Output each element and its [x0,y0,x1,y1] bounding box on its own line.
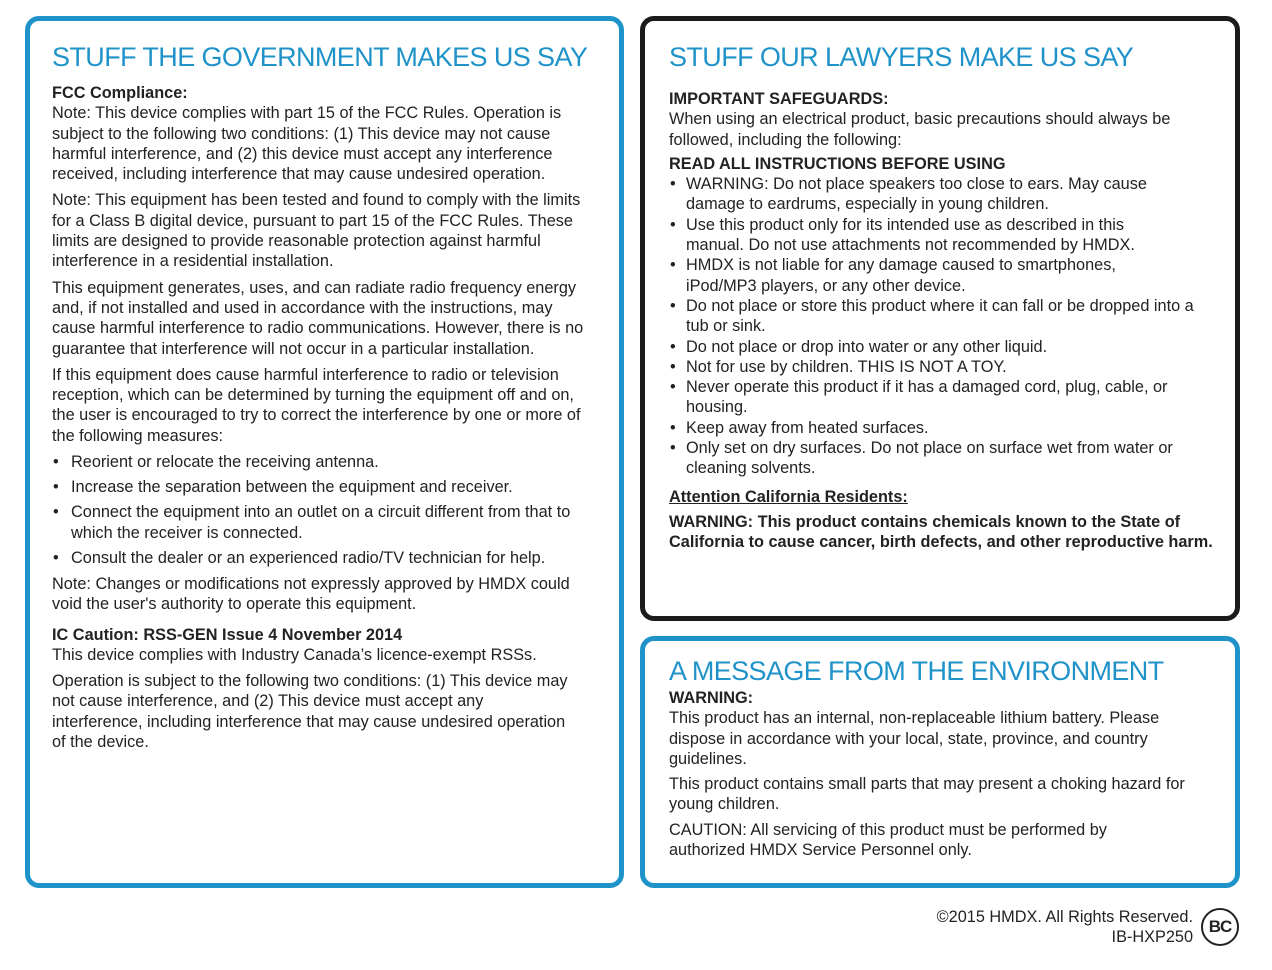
list-item: • Do not place or store this product where it can fall or be dropped into a tub or sink. [669,296,1211,337]
fcc-paragraph: Note: This equipment has been tested and found to comply with the limits for a Class B digital device, pursuant to part 15 of the FCC Rules. These limits are designed to provide reasonable protection against harmful interference in a residential installation. [52,191,581,271]
ic-paragraph: Operation is subject to the following two conditions: (1) This device may not cause interference, and (2) This device must accept any interference, including interference that may cause undesired operation of the device. [52,672,568,751]
environment-paragraph: CAUTION: All servicing of this product must be performed by authorized HMDX Service Personnel only. [669,820,1107,860]
list-item: • WARNING: Do not place speakers too close to ears. May cause damage to eardrums, especially in young children. [669,174,1186,215]
read-instructions-heading: READ ALL INSTRUCTIONS BEFORE USING [669,154,1006,173]
fcc-paragraph: Note: This device complies with part 15 of the FCC Rules. Operation is subject to the following two conditions: (1) This device may not cause harmful interference, and (2) this device must accept any interference received, including interference that may cause undesired operation. [52,104,562,184]
list-item: • Only set on dry surfaces. Do not place on surface wet from water or cleaning solvents. [669,438,1231,479]
environment-panel [640,636,1240,888]
copyright-text: ©2015 HMDX. All Rights Reserved. [936,908,1193,926]
bc-logo: BC [1201,908,1239,946]
list-item: • Never operate this product if it has a damaged cord, plug, cable, or housing. [669,377,1201,418]
list-item: • Not for use by children. THIS IS NOT A TOY. [669,357,1217,377]
model-number: IB-HXP250 [1111,928,1193,946]
lawyers-title: STUFF OUR LAWYERS MAKE US SAY [669,42,1134,72]
government-title: STUFF THE GOVERNMENT MAKES US SAY [52,42,588,72]
environment-warning-heading: WARNING: [669,689,754,707]
footer [937,907,1193,947]
modifications-note: Note: Changes or modifications not expressly approved by HMDX could void the user's authority to operate this equipment. [52,574,570,614]
list-item: • Use this product only for its intended use as described in this manual. Do not use attachments not recommended by HMDX. [669,215,1174,256]
list-item: • Keep away from heated surfaces. [669,418,1217,438]
safeguards-intro: When using an electrical product, basic precautions should always be followed, including the following: [669,110,1171,149]
environment-paragraph: This product contains small parts that may present a choking hazard for young children. [669,775,1185,814]
fcc-paragraph: If this equipment does cause harmful interference to radio or television reception, which can be determined by turning the equipment off and on, the user is encouraged to try to correct the interference by one or more of the following measures: [52,365,581,445]
california-heading: Attention California Residents: [669,487,908,506]
list-item: • Reorient or relocate the receiving antenna. [52,452,600,472]
safeguards-list [669,174,1217,478]
lawyers-panel [640,16,1240,621]
environment-paragraph: This product has an internal, non-replaceable lithium battery. Please dispose in accordance with your local, state, province, and country guidelines. [669,709,1160,768]
list-item: • Consult the dealer or an experienced radio/TV technician for help. [52,548,600,568]
environment-title: A MESSAGE FROM THE ENVIRONMENT [669,656,1164,686]
measures-list [52,452,600,568]
ic-paragraph: This device complies with Industry Canada’s licence-exempt RSSs. [52,645,537,664]
california-warning: WARNING: This product contains chemicals known to the State of California to cause cancer, birth defects, and other reproductive harm. [669,512,1213,552]
fcc-heading: FCC Compliance: [52,84,188,102]
ic-heading: IC Caution: RSS-GEN Issue 4 November 2014 [52,625,403,644]
list-item: • Increase the separation between the equipment and receiver. [52,477,600,497]
fcc-paragraph: This equipment generates, uses, and can radiate radio frequency energy and, if not installed and used in accordance with the instructions, may cause harmful interference to radio communications. However, there is no guarantee that interference will not occur in a particular installation. [52,278,584,358]
safeguards-heading: IMPORTANT SAFEGUARDS: [669,90,889,108]
government-panel [25,16,624,888]
list-item: • Do not place or drop into water or any other liquid. [669,337,1217,357]
list-item: • HMDX is not liable for any damage caused to smartphones, iPod/MP3 players, or any other device. [669,255,1166,296]
list-item: • Connect the equipment into an outlet on a circuit different from that to which the receiver is connected. [52,502,600,543]
